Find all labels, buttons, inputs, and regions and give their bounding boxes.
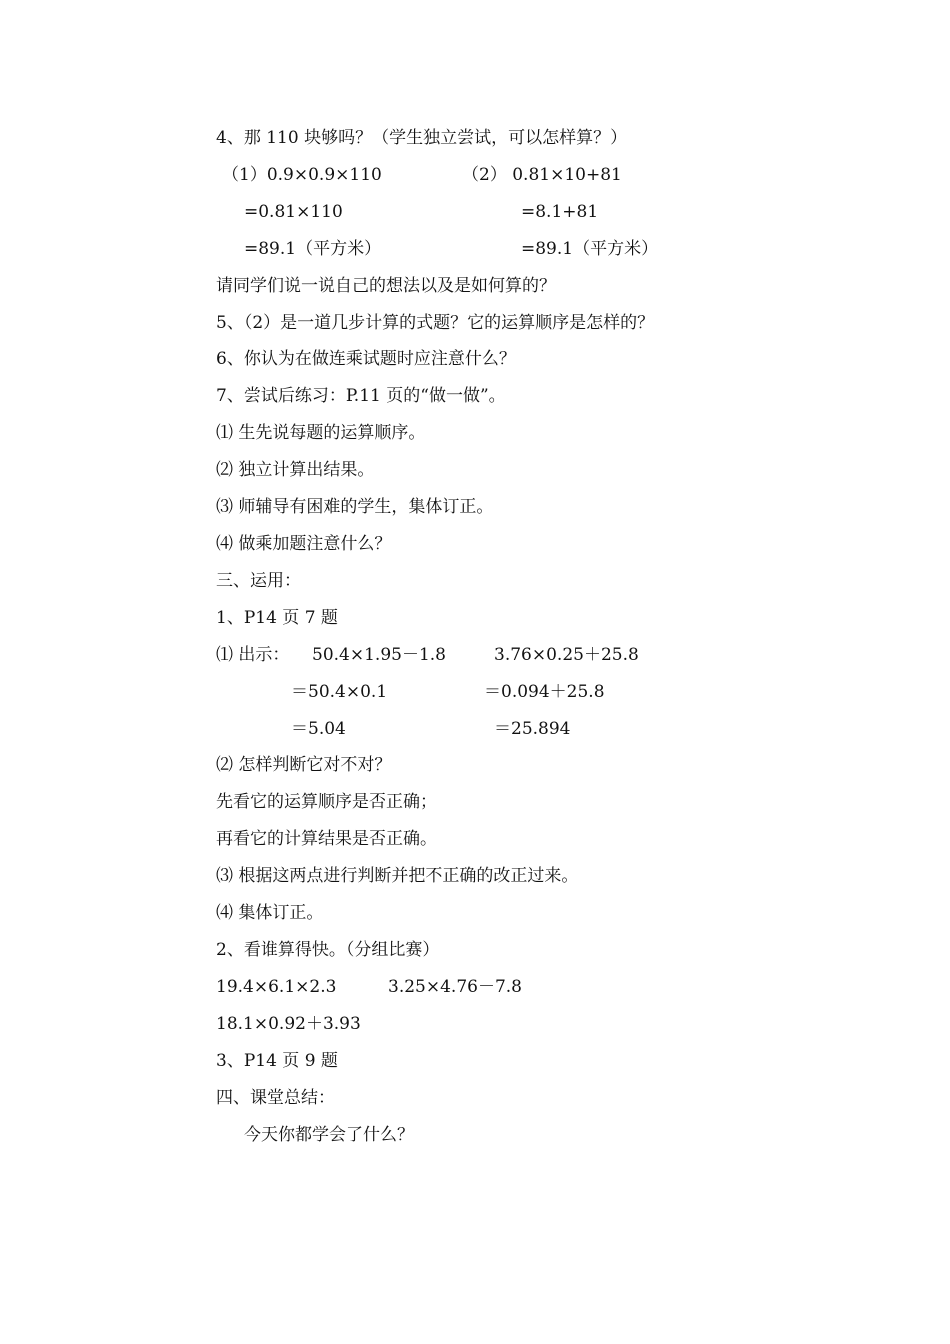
calc-2-step-3: =89.1（平方米） bbox=[521, 239, 659, 259]
calc-1-step-2: =0.81×110 bbox=[244, 202, 343, 222]
expr-a-step-1: 50.4×1.95－1.8 bbox=[312, 645, 446, 665]
question-5: 5、（2）是一道几步计算的式题？它的运算顺序是怎样的？ bbox=[216, 313, 655, 333]
collective-correct: ⑷ 集体订正。 bbox=[216, 903, 324, 923]
judge-question: ⑵ 怎样判断它对不对？ bbox=[216, 755, 392, 775]
exercise-3: 3、P14 页 9 题 bbox=[216, 1051, 338, 1071]
step-1: ⑴ 生先说每题的运算顺序。 bbox=[216, 423, 426, 443]
expr-b-step-1: 3.76×0.25＋25.8 bbox=[494, 645, 639, 665]
calc-2-step-2: =8.1+81 bbox=[521, 202, 599, 222]
question-6: 6、你认为在做连乘试题时应注意什么？ bbox=[216, 349, 516, 369]
exercise-2: 2、看谁算得快。（分组比赛） bbox=[216, 940, 440, 960]
calc-2-step-1: （2） 0.81×10+81 bbox=[462, 165, 622, 185]
exercise-1: 1、P14 页 7 题 bbox=[216, 608, 338, 628]
summary-question: 今天你都学会了什么？ bbox=[244, 1125, 414, 1145]
race-expr-3: 18.1×0.92＋3.93 bbox=[216, 1014, 361, 1034]
expr-b-step-2: ＝0.094＋25.8 bbox=[484, 682, 605, 702]
section-4-heading: 四、课堂总结： bbox=[216, 1088, 335, 1108]
calc-1-step-3: =89.1（平方米） bbox=[244, 239, 382, 259]
expr-a-step-3: ＝5.04 bbox=[291, 719, 346, 739]
question-4: 4、那 110 块够吗？（学生独立尝试，可以怎样算？） bbox=[216, 128, 628, 148]
expr-a-step-2: ＝50.4×0.1 bbox=[291, 682, 388, 702]
step-3: ⑶ 师辅导有困难的学生，集体订正。 bbox=[216, 497, 494, 517]
prompt-explain: 请同学们说一说自己的想法以及是如何算的？ bbox=[216, 276, 556, 296]
race-expr-1: 19.4×6.1×2.3 bbox=[216, 977, 337, 997]
race-expr-2: 3.25×4.76－7.8 bbox=[388, 977, 522, 997]
check-result: 再看它的计算结果是否正确。 bbox=[216, 829, 437, 849]
show-label: ⑴ 出示： bbox=[216, 645, 290, 665]
expr-b-step-3: ＝25.894 bbox=[494, 719, 571, 739]
check-order: 先看它的运算顺序是否正确； bbox=[216, 792, 437, 812]
calc-1-step-1: （1）0.9×0.9×110 bbox=[222, 165, 382, 185]
step-4: ⑷ 做乘加题注意什么？ bbox=[216, 534, 392, 554]
correct-step: ⑶ 根据这两点进行判断并把不正确的改正过来。 bbox=[216, 866, 579, 886]
section-3-heading: 三、运用： bbox=[216, 571, 301, 591]
question-7: 7、尝试后练习：P.11 页的“做一做”。 bbox=[216, 386, 506, 406]
step-2: ⑵ 独立计算出结果。 bbox=[216, 460, 375, 480]
